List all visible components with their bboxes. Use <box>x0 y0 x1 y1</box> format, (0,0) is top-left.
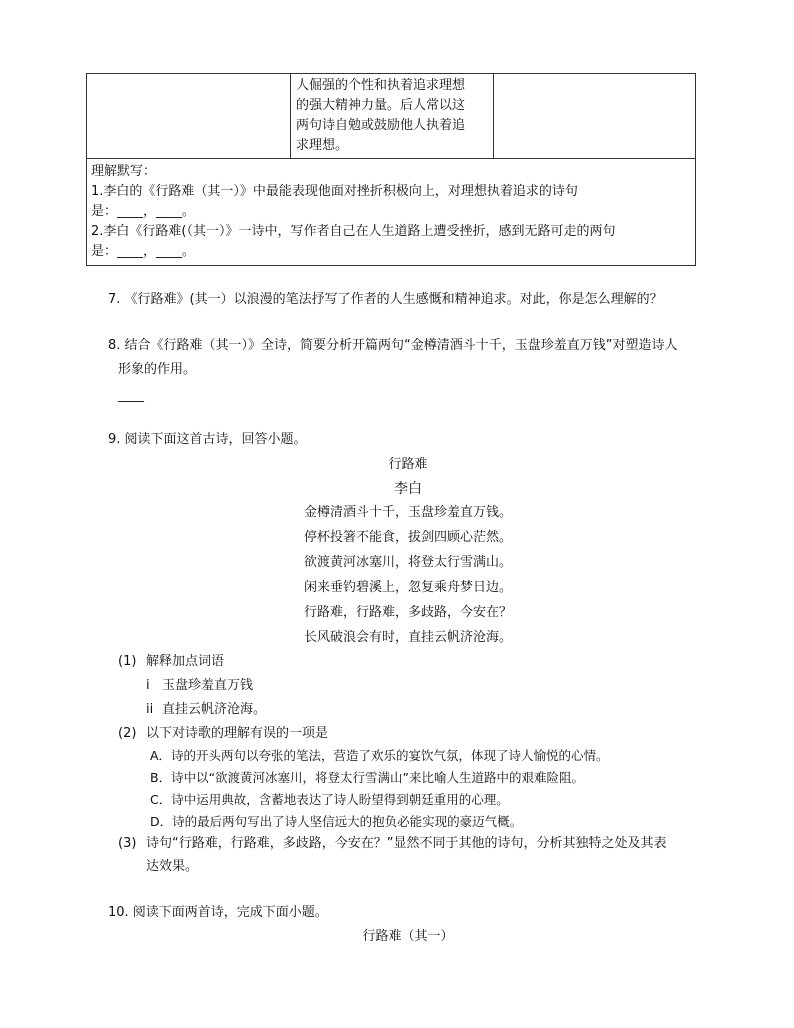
option-c: C．诗中运用典故，含蓄地表达了诗人盼望得到朝廷重用的心理。 <box>150 792 509 807</box>
question-7: 7. 《行路难》(其一）以浪漫的笔法抒写了作者的人生感慨和精神追求。对此，你是怎么理解的？ <box>108 292 663 307</box>
sub-question-3-number: (3) <box>118 836 137 851</box>
poem-title: 行路难 <box>388 457 428 472</box>
sub-item-number: ii <box>146 702 154 717</box>
table-col-divider-1 <box>290 73 291 158</box>
table-right-border <box>695 73 696 266</box>
sub-question-1-number: (1) <box>118 654 137 669</box>
understanding-item-1-line-1: 1.李白的《行路难（其一）》中最能表现他面对挫折积极向上，对理想执着追求的诗句 <box>91 184 578 199</box>
poem-line: 欲渡黄河冰塞川，将登太行雪满山。 <box>303 555 512 570</box>
sub-question-1-text: 解释加点词语 <box>146 654 225 669</box>
understanding-item-2-line-1: 2.李白《行路难(（其一）》一诗中，写作者自己在人生道路上遭受挫折，感到无路可走的两句 <box>91 224 616 239</box>
sub-item-text: 直挂云帆济沧海。 <box>162 702 267 717</box>
middle-cell-line: 人倔强的个性和执着追求理想 <box>296 78 466 93</box>
question-10-intro: 10. 阅读下面两首诗，完成下面小题。 <box>108 905 328 920</box>
table-row-divider <box>86 158 696 159</box>
table-middle-cell <box>296 76 465 156</box>
poem-line: 长风破浪会有时，直挂云帆济沧海。 <box>303 630 512 645</box>
answer-table <box>86 73 696 266</box>
poem-line: 金樽清酒斗十千，玉盘珍羞直万钱。 <box>303 505 512 520</box>
sub-question-3-line-1: 诗句“行路难，行路难，多歧路，今安在？”显然不同于其他的诗句，分析其独特之处及其表 <box>146 836 667 851</box>
question-8-line-1: 8. 结合《行路难（其一）》全诗，简要分析开篇两句“金樽清酒斗十千，玉盘珍羞直万钱”对塑造诗人 <box>108 338 678 353</box>
sub-question-2-number: (2) <box>118 726 137 741</box>
understanding-title: 理解默写： <box>91 164 157 179</box>
question-8-line-2: 形象的作用。 <box>118 362 197 377</box>
poem-2-title: 行路难（其一） <box>362 929 454 944</box>
table-left-border <box>86 73 87 266</box>
middle-cell-line: 的强大精神力量。后人常以这 <box>296 98 466 113</box>
option-b: B．诗中以“欲渡黄河冰塞川，将登太行雪满山”来比喻人生道路中的艰难险阻。 <box>150 770 585 785</box>
sub-question-3-line-2: 达效果。 <box>146 859 199 874</box>
table-col-divider-2 <box>493 73 494 158</box>
poem-line: 停杯投箸不能食，拔剑四顾心茫然。 <box>303 530 512 545</box>
option-a: A．诗的开头两句以夸张的笔法，营造了欢乐的宴饮气氛，体现了诗人愉悦的心情。 <box>150 748 609 763</box>
middle-cell-line: 两句诗自勉或鼓励他人执着追 <box>296 118 466 133</box>
understanding-item-1-line-2: 是：____，____。 <box>91 204 196 219</box>
understanding-cell <box>91 162 615 262</box>
sub-item-text: 玉盘珍羞直万钱 <box>162 678 254 693</box>
poem-line: 闲来垂钓碧溪上，忽复乘舟梦日边。 <box>303 580 512 595</box>
table-top-border <box>86 73 696 74</box>
question-8-answer-blank: ____ <box>118 388 144 403</box>
poem-author: 李白 <box>394 481 422 497</box>
poem-line: 行路难，行路难，多歧路，今安在？ <box>303 605 512 620</box>
middle-cell-line: 求理想。 <box>296 138 349 153</box>
option-d: D．诗的最后两句写出了诗人坚信远大的抱负必能实现的豪迈气概。 <box>150 814 523 829</box>
sub-item-number: i <box>146 678 150 693</box>
question-9-intro: 9. 阅读下面这首古诗，回答小题。 <box>108 432 307 447</box>
sub-question-2-text: 以下对诗歌的理解有误的一项是 <box>146 726 329 741</box>
understanding-item-2-line-2: 是：____，____。 <box>91 244 196 259</box>
table-bottom-border <box>86 265 696 266</box>
